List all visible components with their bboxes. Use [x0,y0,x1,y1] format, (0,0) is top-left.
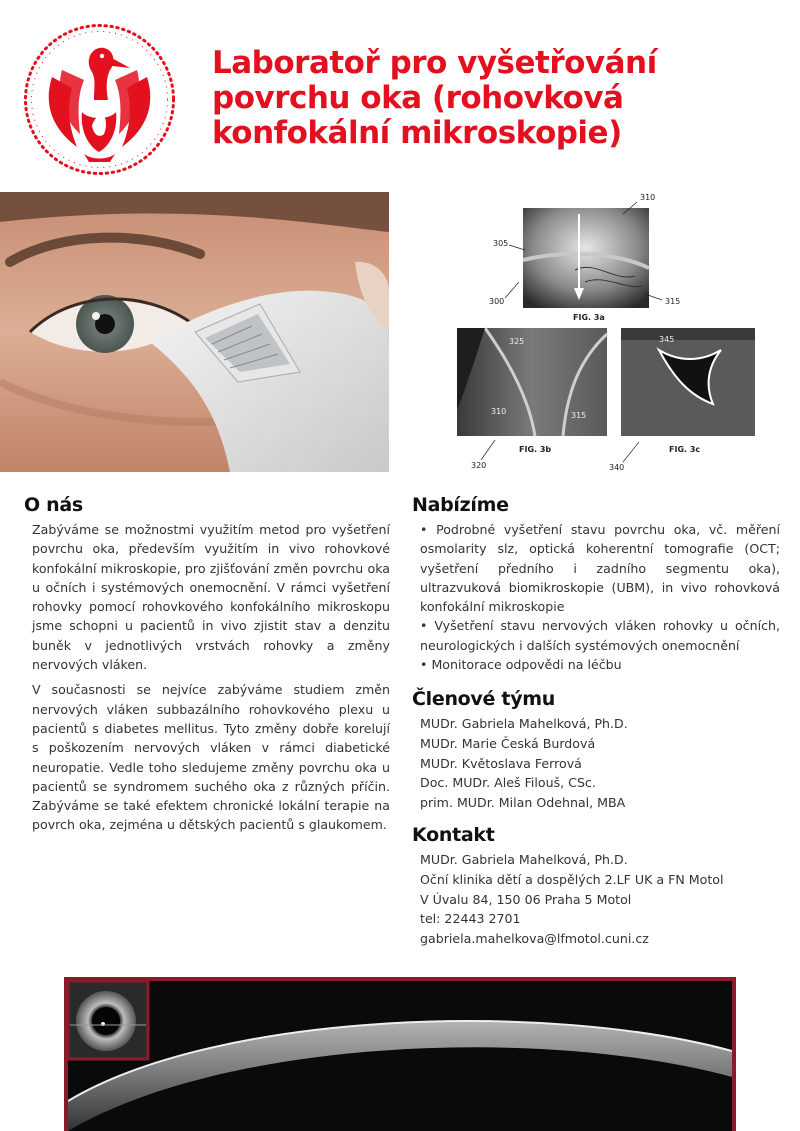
list-item: • Monitorace odpovědi na léčbu [420,655,780,674]
title-line: konfokální mikroskopie) [212,115,622,151]
oct-figures [455,190,800,480]
team-member: MUDr. Gabriela Mahelková, Ph.D. [420,716,628,732]
about-heading: O nás [24,494,83,516]
label-310b: 310 [491,407,507,416]
title-line: povrchu oka (rohovková [212,80,624,116]
fig-3c-caption: FIG. 3c [669,445,701,454]
offers-heading: Nabízíme [412,494,509,516]
team-member: MUDr. Květoslava Ferrová [420,755,582,771]
team-list [412,714,780,812]
list-item: • Podrobné vyšetření stavu povrchu oka, vč. měření osmolarity slz, optická koherentní tomografie (OCT; vyšetření předního i zadního segmentu oka), ultrazvuková biomikroskopie (UBM), in vivo rohovková konfokální mikroskopie [420,520,780,616]
label-310: 310 [640,193,656,202]
label-325: 325 [509,337,525,346]
label-340: 340 [609,463,625,472]
label-305: 305 [493,239,509,248]
contact-block [412,850,780,948]
contact-name: MUDr. Gabriela Mahelková, Ph.D. [420,852,628,868]
about-paragraph: V současnosti se nejvíce zabýváme studiem změn nervových vláken subbazálního rohovkového plexu u pacientů s diabetes mellitus. Tyto změny dobře korelují s poškozením nervových vláken v rámci diabetické neuropatie. Vedle toho sledujeme změny povrchu oka u pacientů se syndromem suchého oka z různých příčin. Zabýváme se také efektem chronické lokální terapie na povrch oka, zejména u dětských pacientů s glaukomem. [32,682,390,833]
contact-heading: Kontakt [412,824,495,847]
page-title [212,46,772,151]
contact-address: V Úvalu 84, 150 06 Praha 5 Motol [420,891,632,907]
fig-3a-caption: FIG. 3a [573,313,605,322]
team-member: prim. MUDr. Milan Odehnal, MBA [420,794,626,810]
team-heading: Členové týmu [412,688,556,711]
contact-phone: tel: 22443 2701 [420,911,521,927]
list-item: • Vyšetření stavu nervových vláken rohovky u očních, neurologických i dalších systémových onemocnění [420,616,780,655]
about-paragraph: Zabýváme se možnostmi využitím metod pro vyšetření povrchu oka, především využitím in vivo rohovkové konfokální mikroskopie, pro zjišťování změn povrchu oka u očních i systémových onemocnění. V rámci vyšetření rohovky pomocí rohovkového konfokálního mikroskopu jsme schopni u pacientů in vivo zjistit stav a denzitu buněk v jednotlivých vrstvách rohovky a změny nervových vláken. [32,522,390,673]
info-section [412,494,780,960]
eye-examination-photo [0,192,389,472]
team-member: Doc. MUDr. Aleš Filouš, CSc. [420,775,596,791]
label-315b: 315 [571,411,587,420]
offers-list [412,520,780,674]
oct-scan-canvas [68,981,732,1131]
contact-email[interactable]: gabriela.mahelkova@lfmotol.cuni.cz [420,930,649,946]
team-member: MUDr. Marie Česká Burdová [420,735,596,751]
fig-3b-caption: FIG. 3b [519,445,552,454]
oct-scan-image [64,977,736,1131]
label-345: 345 [659,335,675,344]
label-320: 320 [471,461,487,470]
label-315: 315 [665,297,681,306]
title-line: Laboratoř pro vyšetřování [212,45,657,81]
label-300: 300 [489,297,505,306]
about-section [24,494,390,841]
eye-inset [68,981,148,1059]
contact-department: Oční klinika dětí a dospělých 2.LF UK a FN Motol [420,871,724,887]
pelican-logo [22,22,177,177]
